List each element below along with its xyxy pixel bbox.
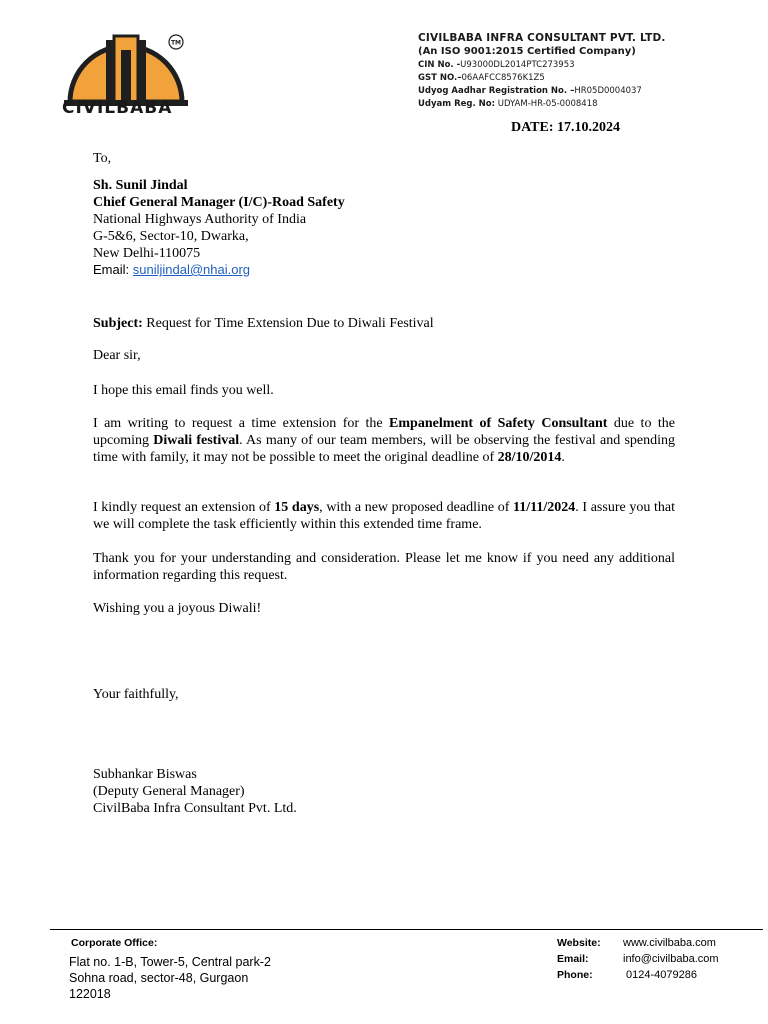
- company-cin: CIN No. -U93000DL2014PTC273953: [418, 60, 575, 70]
- recipient-email: Email: suniljindal@nhai.org: [93, 262, 251, 277]
- address-line-1: National Highways Authority of India: [93, 212, 307, 227]
- subject-line: Subject: Request for Time Extension Due to Diwali Festival: [93, 316, 434, 331]
- company-udyog: Udyog Aadhar Registration No. –HR05D0004037: [418, 86, 642, 96]
- company-gst: GST NO.–06AAFCC8576K1Z5: [418, 73, 545, 83]
- website-label: Website:: [557, 937, 601, 949]
- company-name: CIVILBABA INFRA CONSULTANT PVT. LTD.: [418, 32, 666, 44]
- office-line-3: 122018: [69, 987, 111, 1001]
- letter-date: DATE: 17.10.2024: [511, 120, 621, 135]
- to-line: To,: [93, 151, 112, 166]
- office-label: Corporate Office:: [71, 937, 158, 949]
- paragraph-1: I hope this email finds you well.: [93, 383, 274, 398]
- recipient-block: [93, 177, 345, 277]
- paragraph-4: Thank you for your understanding and consideration. Please let me know if you need any additional information regarding this request.: [93, 551, 675, 583]
- footer-office-address: [69, 954, 271, 1002]
- office-line-1: Flat no. 1-B, Tower-5, Central park-2: [69, 955, 271, 969]
- paragraph-3: I kindly request an extension of 15 days, with a new proposed deadline of 11/11/2024. I assure you that we will complete the task efficiently within this extended time frame.: [93, 500, 675, 532]
- signer-name: Subhankar Biswas: [93, 767, 197, 782]
- recipient-name: Sh. Sunil Jindal: [93, 178, 188, 193]
- salutation: Dear sir,: [93, 348, 141, 363]
- phone-value: 0124-4079286: [626, 969, 697, 981]
- closing: Your faithfully,: [93, 687, 179, 702]
- signer-title: (Deputy General Manager): [93, 784, 245, 799]
- company-iso: (An ISO 9001:2015 Certified Company): [418, 46, 636, 57]
- signature-block: [93, 766, 297, 817]
- address-line-3: New Delhi-110075: [93, 246, 201, 261]
- website-value[interactable]: www.civilbaba.com: [623, 937, 716, 949]
- footer-divider: [50, 929, 763, 930]
- recipient-email-link[interactable]: suniljindal@nhai.org: [132, 262, 251, 277]
- address-line-2: G-5&6, Sector-10, Dwarka,: [93, 229, 249, 244]
- recipient-title: Chief General Manager (I/C)-Road Safety: [93, 195, 345, 210]
- company-header: [418, 32, 666, 109]
- paragraph-2: I am writing to request a time extension for the Empanelment of Safety Consultant due to the upcoming Diwali festival. As many of our team members, will be observing the festival and spending time with family, it may not be possible to meet the original deadline of 28/10/2014.: [93, 416, 676, 465]
- trademark-mark: TM: [170, 39, 182, 47]
- company-udyam: Udyam Reg. No: UDYAM-HR-05-0008418: [418, 99, 598, 109]
- phone-label: Phone:: [557, 969, 593, 981]
- footer-email-value[interactable]: info@civilbaba.com: [623, 953, 719, 965]
- signer-company: CivilBaba Infra Consultant Pvt. Ltd.: [93, 801, 297, 816]
- footer-email-label: Email:: [557, 953, 589, 965]
- paragraph-5: Wishing you a joyous Diwali!: [93, 601, 262, 616]
- office-line-2: Sohna road, sector-48, Gurgaon: [69, 971, 249, 985]
- logo-wordmark: CIVILBABA: [62, 98, 173, 118]
- footer-office: [71, 937, 157, 949]
